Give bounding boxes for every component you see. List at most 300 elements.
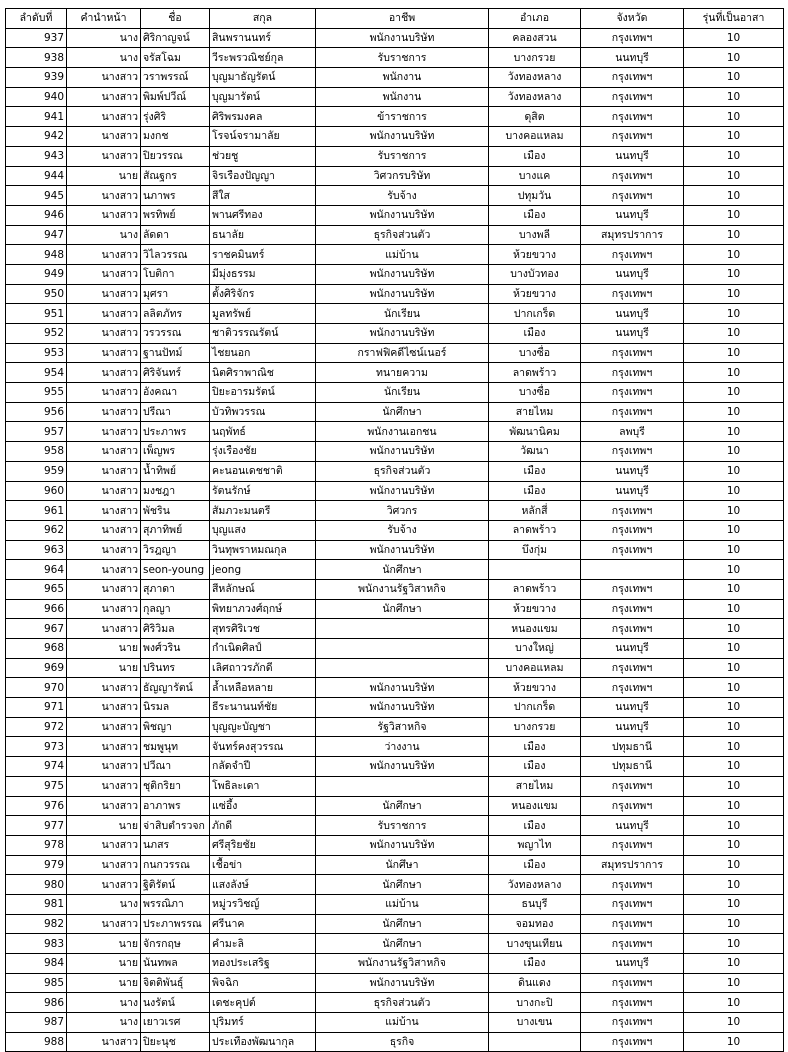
cell-province: กรุงเทพฯ: [581, 186, 684, 206]
cell-no: 944: [6, 166, 67, 186]
cell-no: 946: [6, 205, 67, 225]
cell-district: เมือง: [489, 757, 581, 777]
cell-first-name: นงรัตน์: [141, 993, 210, 1013]
cell-prefix: นางสาว: [67, 776, 141, 796]
cell-district: ดินแดง: [489, 973, 581, 993]
cell-first-name: จรัสโฉม: [141, 48, 210, 68]
cell-last-name: คำมะลิ: [210, 934, 316, 954]
cell-first-name: ฐานปัทม์: [141, 343, 210, 363]
cell-occupation: นักศึกษา: [316, 402, 489, 422]
table-row: [6, 757, 784, 777]
cell-prefix: นางสาว: [67, 796, 141, 816]
cell-last-name: สีใส: [210, 186, 316, 206]
cell-generation: 10: [684, 127, 784, 147]
cell-no: 953: [6, 343, 67, 363]
cell-province: กรุงเทพฯ: [581, 245, 684, 265]
cell-province: กรุงเทพฯ: [581, 87, 684, 107]
cell-no: 976: [6, 796, 67, 816]
table-row: [6, 914, 784, 934]
cell-district: คลองสวน: [489, 28, 581, 48]
cell-province: นนทบุรี: [581, 639, 684, 659]
cell-no: 954: [6, 363, 67, 383]
cell-generation: 10: [684, 205, 784, 225]
table-row: [6, 363, 784, 383]
cell-last-name: จันทร์คงสุวรรณ: [210, 737, 316, 757]
cell-last-name: สุทรศิริเวช: [210, 619, 316, 639]
cell-prefix: นางสาว: [67, 343, 141, 363]
cell-prefix: นางสาว: [67, 304, 141, 324]
table-row: [6, 894, 784, 914]
cell-province: นนทบุรี: [581, 698, 684, 718]
cell-province: กรุงเทพฯ: [581, 1013, 684, 1033]
cell-occupation: รับจ้าง: [316, 520, 489, 540]
cell-first-name: รุ่งศิริ: [141, 107, 210, 127]
cell-last-name: จิรเรืองปัญญา: [210, 166, 316, 186]
cell-generation: 10: [684, 284, 784, 304]
cell-first-name: เพ็ญพร: [141, 442, 210, 462]
cell-occupation: พนักงานบริษัท: [316, 757, 489, 777]
cell-prefix: นางสาว: [67, 599, 141, 619]
cell-generation: 10: [684, 304, 784, 324]
table-row: [6, 540, 784, 560]
cell-province: นนทบุรี: [581, 324, 684, 344]
cell-last-name: แสงลังษ์: [210, 875, 316, 895]
cell-district: เมือง: [489, 461, 581, 481]
cell-prefix: นางสาว: [67, 619, 141, 639]
cell-last-name: เชื้อข่า: [210, 855, 316, 875]
header-district: อำเภอ: [489, 9, 581, 29]
cell-occupation: พนักงาน: [316, 68, 489, 88]
cell-prefix: นางสาว: [67, 264, 141, 284]
cell-generation: 10: [684, 245, 784, 265]
cell-last-name: สินพรานนทร์: [210, 28, 316, 48]
cell-generation: 10: [684, 501, 784, 521]
cell-no: 969: [6, 658, 67, 678]
cell-generation: 10: [684, 835, 784, 855]
cell-no: 948: [6, 245, 67, 265]
table-row: [6, 875, 784, 895]
cell-last-name: บุญมารัตน์: [210, 87, 316, 107]
cell-first-name: พิมพ์ปวีณ์: [141, 87, 210, 107]
cell-last-name: โรจน์จรามาลัย: [210, 127, 316, 147]
table-row: [6, 579, 784, 599]
cell-occupation: [316, 619, 489, 639]
cell-province: กรุงเทพฯ: [581, 402, 684, 422]
cell-district: หนองแขม: [489, 619, 581, 639]
cell-occupation: ทนายความ: [316, 363, 489, 383]
cell-first-name: วรวรรณ: [141, 324, 210, 344]
cell-last-name: ช่วยชู: [210, 146, 316, 166]
cell-prefix: นางสาว: [67, 146, 141, 166]
cell-prefix: นาง: [67, 894, 141, 914]
cell-occupation: ข้าราชการ: [316, 107, 489, 127]
cell-prefix: นางสาว: [67, 717, 141, 737]
cell-generation: 10: [684, 934, 784, 954]
cell-province: กรุงเทพฯ: [581, 973, 684, 993]
cell-occupation: วิศวกร: [316, 501, 489, 521]
cell-first-name: ศิริวิมล: [141, 619, 210, 639]
cell-prefix: นางสาว: [67, 383, 141, 403]
cell-first-name: พรทิพย์: [141, 205, 210, 225]
cell-first-name: กุลญา: [141, 599, 210, 619]
cell-generation: 10: [684, 698, 784, 718]
cell-generation: 10: [684, 560, 784, 580]
cell-district: ดุสิต: [489, 107, 581, 127]
cell-generation: 10: [684, 1013, 784, 1033]
cell-generation: 10: [684, 225, 784, 245]
cell-province: นนทบุรี: [581, 48, 684, 68]
table-row: [6, 343, 784, 363]
table-row: [6, 264, 784, 284]
cell-no: 937: [6, 28, 67, 48]
cell-first-name: ประภาพร: [141, 422, 210, 442]
cell-last-name: รัตนรักษ์: [210, 481, 316, 501]
cell-prefix: นางสาว: [67, 422, 141, 442]
cell-prefix: นางสาว: [67, 363, 141, 383]
cell-generation: 10: [684, 146, 784, 166]
cell-last-name: คะนอนเดชชาติ: [210, 461, 316, 481]
cell-occupation: รัฐวิสาหกิจ: [316, 717, 489, 737]
cell-province: ลพบุรี: [581, 422, 684, 442]
cell-first-name: ปิยะนุช: [141, 1032, 210, 1052]
cell-no: 980: [6, 875, 67, 895]
cell-first-name: พัชริน: [141, 501, 210, 521]
table-row: [6, 402, 784, 422]
cell-district: บางคอแหลม: [489, 127, 581, 147]
cell-province: [581, 560, 684, 580]
cell-no: 988: [6, 1032, 67, 1052]
cell-prefix: นางสาว: [67, 835, 141, 855]
cell-first-name: ธัญญารัตน์: [141, 678, 210, 698]
table-row: [6, 619, 784, 639]
cell-province: กรุงเทพฯ: [581, 658, 684, 678]
cell-last-name: กลัดจำปี: [210, 757, 316, 777]
cell-no: 950: [6, 284, 67, 304]
cell-district: ลาดพร้าว: [489, 363, 581, 383]
cell-prefix: นางสาว: [67, 698, 141, 718]
cell-prefix: นาง: [67, 28, 141, 48]
cell-no: 983: [6, 934, 67, 954]
cell-occupation: ธุรกิจ: [316, 1032, 489, 1052]
cell-occupation: พนักงานบริษัท: [316, 540, 489, 560]
cell-occupation: พนักงานรัฐวิสาหกิจ: [316, 579, 489, 599]
cell-generation: 10: [684, 264, 784, 284]
cell-no: 938: [6, 48, 67, 68]
cell-district: [489, 560, 581, 580]
table-row: [6, 737, 784, 757]
cell-no: 978: [6, 835, 67, 855]
cell-occupation: รับราชการ: [316, 816, 489, 836]
cell-last-name: วินทุพราหมณกุล: [210, 540, 316, 560]
cell-last-name: พานศรีทอง: [210, 205, 316, 225]
cell-prefix: นาย: [67, 973, 141, 993]
cell-prefix: นางสาว: [67, 461, 141, 481]
cell-district: บางกะปิ: [489, 993, 581, 1013]
cell-generation: 10: [684, 973, 784, 993]
cell-occupation: พนักงานบริษัท: [316, 127, 489, 147]
cell-occupation: แม่บ้าน: [316, 1013, 489, 1033]
cell-occupation: [316, 776, 489, 796]
cell-district: [489, 1032, 581, 1052]
cell-district: หลักสี่: [489, 501, 581, 521]
cell-district: บางพลี: [489, 225, 581, 245]
table-row: [6, 461, 784, 481]
cell-district: บางบัวทอง: [489, 264, 581, 284]
cell-province: กรุงเทพฯ: [581, 68, 684, 88]
cell-occupation: พนักงานบริษัท: [316, 698, 489, 718]
cell-prefix: นางสาว: [67, 245, 141, 265]
cell-occupation: นักศึกษา: [316, 934, 489, 954]
cell-generation: 10: [684, 737, 784, 757]
cell-generation: 10: [684, 68, 784, 88]
table-row: [6, 127, 784, 147]
cell-no: 962: [6, 520, 67, 540]
cell-occupation: พนักงานบริษัท: [316, 205, 489, 225]
cell-first-name: สัณฐกร: [141, 166, 210, 186]
cell-province: กรุงเทพฯ: [581, 894, 684, 914]
cell-first-name: มงชฎา: [141, 481, 210, 501]
cell-province: ปทุมธานี: [581, 737, 684, 757]
cell-occupation: พนักงานบริษัท: [316, 324, 489, 344]
cell-last-name: ศิริพรมงคล: [210, 107, 316, 127]
table-row: [6, 68, 784, 88]
cell-generation: 10: [684, 383, 784, 403]
cell-occupation: รับจ้าง: [316, 186, 489, 206]
cell-generation: 10: [684, 894, 784, 914]
cell-last-name: โพธิละเดา: [210, 776, 316, 796]
table-body: [6, 28, 784, 1052]
cell-no: 951: [6, 304, 67, 324]
cell-no: 981: [6, 894, 67, 914]
cell-no: 949: [6, 264, 67, 284]
cell-no: 961: [6, 501, 67, 521]
cell-first-name: seon-young: [141, 560, 210, 580]
cell-first-name: อังคณา: [141, 383, 210, 403]
cell-occupation: พนักงานบริษัท: [316, 678, 489, 698]
cell-first-name: นภาพร: [141, 186, 210, 206]
cell-last-name: ราชคมินทร์: [210, 245, 316, 265]
cell-first-name: นิรมล: [141, 698, 210, 718]
cell-province: กรุงเทพฯ: [581, 993, 684, 1013]
cell-no: 947: [6, 225, 67, 245]
cell-district: บางซื่อ: [489, 383, 581, 403]
cell-prefix: นางสาว: [67, 1032, 141, 1052]
table-row: [6, 284, 784, 304]
cell-first-name: ลลิตภัทร: [141, 304, 210, 324]
cell-province: กรุงเทพฯ: [581, 796, 684, 816]
cell-province: นนทบุรี: [581, 264, 684, 284]
table-row: [6, 776, 784, 796]
cell-prefix: นางสาว: [67, 757, 141, 777]
cell-no: 959: [6, 461, 67, 481]
cell-generation: 10: [684, 993, 784, 1013]
header-occupation: อาชีพ: [316, 9, 489, 29]
cell-first-name: เยาวเรศ: [141, 1013, 210, 1033]
cell-last-name: นิตศิราพาณิช: [210, 363, 316, 383]
cell-occupation: กราฟฟิคดีไซน์เนอร์: [316, 343, 489, 363]
cell-no: 960: [6, 481, 67, 501]
cell-district: ห้วยขวาง: [489, 284, 581, 304]
table-row: [6, 934, 784, 954]
table-row: [6, 245, 784, 265]
cell-occupation: นักศึกษา: [316, 599, 489, 619]
cell-first-name: จักรกฤษ: [141, 934, 210, 954]
cell-no: 985: [6, 973, 67, 993]
cell-occupation: พนักงานบริษัท: [316, 481, 489, 501]
cell-no: 986: [6, 993, 67, 1013]
cell-district: วังทองหลาง: [489, 875, 581, 895]
cell-prefix: นาง: [67, 48, 141, 68]
cell-no: 939: [6, 68, 67, 88]
cell-no: 957: [6, 422, 67, 442]
table-row: [6, 717, 784, 737]
cell-district: ธนบุรี: [489, 894, 581, 914]
cell-generation: 10: [684, 599, 784, 619]
cell-no: 940: [6, 87, 67, 107]
cell-district: เมือง: [489, 954, 581, 974]
cell-prefix: นางสาว: [67, 284, 141, 304]
table-row: [6, 422, 784, 442]
cell-generation: 10: [684, 678, 784, 698]
cell-no: 975: [6, 776, 67, 796]
cell-last-name: ธนาลัย: [210, 225, 316, 245]
cell-occupation: ว่างงาน: [316, 737, 489, 757]
cell-occupation: นักศึษา: [316, 855, 489, 875]
cell-no: 977: [6, 816, 67, 836]
cell-province: กรุงเทพฯ: [581, 540, 684, 560]
cell-no: 943: [6, 146, 67, 166]
cell-generation: 10: [684, 855, 784, 875]
cell-prefix: นาย: [67, 954, 141, 974]
cell-first-name: ปรีณา: [141, 402, 210, 422]
cell-province: กรุงเทพฯ: [581, 678, 684, 698]
cell-district: ลาดพร้าว: [489, 520, 581, 540]
header-last-name: สกุล: [210, 9, 316, 29]
cell-prefix: นางสาว: [67, 560, 141, 580]
cell-first-name: ชมพูนุท: [141, 737, 210, 757]
cell-occupation: พนักงานบริษัท: [316, 28, 489, 48]
cell-first-name: ปรินทร: [141, 658, 210, 678]
cell-no: 942: [6, 127, 67, 147]
cell-district: ห้วยขวาง: [489, 599, 581, 619]
cell-province: กรุงเทพฯ: [581, 776, 684, 796]
cell-occupation: [316, 658, 489, 678]
cell-generation: 10: [684, 422, 784, 442]
cell-last-name: แซ่อึ้ง: [210, 796, 316, 816]
cell-generation: 10: [684, 717, 784, 737]
volunteer-register-sheet: [5, 8, 784, 1052]
cell-first-name: ศิริกาญจน์: [141, 28, 210, 48]
cell-last-name: ทองประเสริฐ: [210, 954, 316, 974]
cell-prefix: นางสาว: [67, 678, 141, 698]
cell-last-name: ศรีนาค: [210, 914, 316, 934]
cell-province: กรุงเทพฯ: [581, 1032, 684, 1052]
cell-no: 941: [6, 107, 67, 127]
cell-first-name: มุศรา: [141, 284, 210, 304]
cell-district: พัฒนานิคม: [489, 422, 581, 442]
cell-generation: 10: [684, 481, 784, 501]
cell-no: 963: [6, 540, 67, 560]
table-row: [6, 678, 784, 698]
cell-generation: 10: [684, 363, 784, 383]
table-row: [6, 993, 784, 1013]
cell-occupation: พนักงานบริษัท: [316, 264, 489, 284]
cell-last-name: บุญญะบัญชา: [210, 717, 316, 737]
cell-prefix: นาย: [67, 816, 141, 836]
cell-last-name: พิทยาภวงศ์ฤกษ์: [210, 599, 316, 619]
cell-prefix: นางสาว: [67, 875, 141, 895]
cell-occupation: ธุรกิจส่วนตัว: [316, 993, 489, 1013]
cell-first-name: ฐิติรัตน์: [141, 875, 210, 895]
cell-district: บางแค: [489, 166, 581, 186]
table-row: [6, 442, 784, 462]
cell-prefix: นาง: [67, 1013, 141, 1033]
cell-last-name: ล้ำเหลือหลาย: [210, 678, 316, 698]
cell-generation: 10: [684, 579, 784, 599]
header-generation: รุ่นที่เป็นอาสา: [684, 9, 784, 29]
cell-occupation: รับราชการ: [316, 48, 489, 68]
cell-district: สายไหม: [489, 402, 581, 422]
cell-last-name: บุญมาธัญรัตน์: [210, 68, 316, 88]
cell-district: เมือง: [489, 737, 581, 757]
cell-province: นนทบุรี: [581, 954, 684, 974]
cell-last-name: ศรีสุริยชัย: [210, 835, 316, 855]
cell-occupation: นักศึกษา: [316, 875, 489, 895]
cell-last-name: เลิศถาวรภักดี: [210, 658, 316, 678]
table-row: [6, 146, 784, 166]
cell-district: บางเขน: [489, 1013, 581, 1033]
cell-occupation: นักศึกษา: [316, 914, 489, 934]
cell-province: กรุงเทพฯ: [581, 284, 684, 304]
cell-generation: 10: [684, 87, 784, 107]
cell-district: ปากเกร็ด: [489, 304, 581, 324]
cell-no: 979: [6, 855, 67, 875]
cell-generation: 10: [684, 48, 784, 68]
table-row: [6, 48, 784, 68]
cell-last-name: มูลทรัพย์: [210, 304, 316, 324]
cell-first-name: วิไลวรรณ: [141, 245, 210, 265]
cell-occupation: พนักงานรัฐวิสาหกิจ: [316, 954, 489, 974]
cell-district: สายไหม: [489, 776, 581, 796]
cell-prefix: นางสาว: [67, 68, 141, 88]
cell-first-name: มงกช: [141, 127, 210, 147]
cell-prefix: นางสาว: [67, 540, 141, 560]
cell-district: เมือง: [489, 816, 581, 836]
cell-generation: 10: [684, 757, 784, 777]
cell-generation: 10: [684, 520, 784, 540]
cell-occupation: วิศวกรบริษัท: [316, 166, 489, 186]
cell-province: กรุงเทพฯ: [581, 28, 684, 48]
cell-province: นนทบุรี: [581, 146, 684, 166]
cell-last-name: สีหลักษณ์: [210, 579, 316, 599]
table-row: [6, 560, 784, 580]
cell-prefix: นาง: [67, 993, 141, 1013]
cell-district: บางขุนเทียน: [489, 934, 581, 954]
cell-first-name: ศิริจันทร์: [141, 363, 210, 383]
table-row: [6, 225, 784, 245]
cell-first-name: ชุติกริยา: [141, 776, 210, 796]
table-row: [6, 816, 784, 836]
cell-district: บางกรวย: [489, 717, 581, 737]
cell-prefix: นาง: [67, 225, 141, 245]
cell-no: 956: [6, 402, 67, 422]
cell-generation: 10: [684, 954, 784, 974]
cell-occupation: พนักงานบริษัท: [316, 442, 489, 462]
cell-generation: 10: [684, 107, 784, 127]
table-header: [6, 9, 784, 29]
cell-no: 974: [6, 757, 67, 777]
cell-last-name: สัมภวะมนตรี: [210, 501, 316, 521]
